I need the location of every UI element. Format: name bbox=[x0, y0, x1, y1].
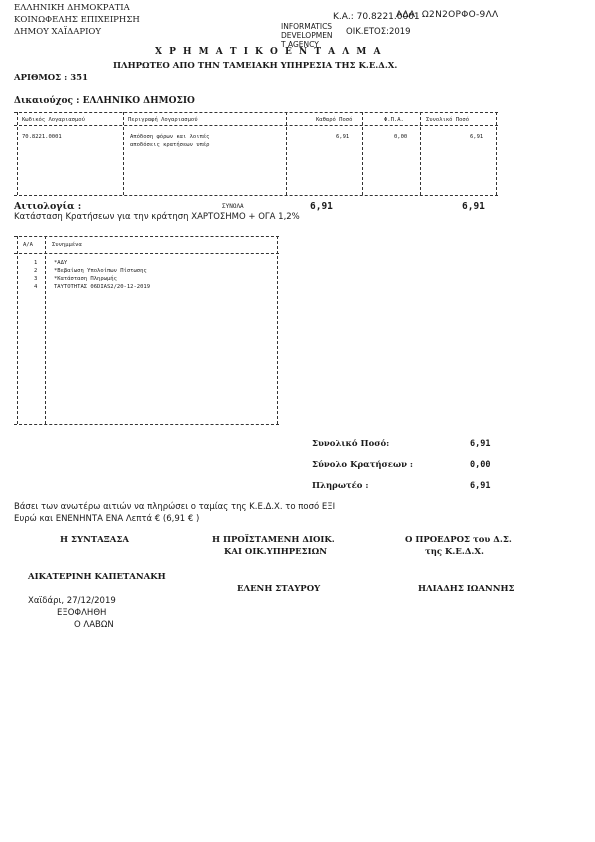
attachment-number: 3 bbox=[34, 276, 38, 282]
receiver-label: Ο ΛΑΒΩΝ bbox=[74, 620, 114, 630]
row-description-2: αποδόσεις κρατήσεων υπέρ bbox=[130, 142, 210, 148]
org-line-2: ΚΟΙΝΩΦΕΛΗΣ ΕΠΙΧΕΙΡΗΣΗ bbox=[14, 15, 140, 25]
attachment-text: *Κατάσταση Πληρωμής bbox=[54, 276, 117, 282]
org-line-3: ΔΗΜΟΥ ΧΑΪΔΑΡΙΟΥ bbox=[14, 27, 102, 37]
row-account-code: 70.8221.0001 bbox=[22, 134, 62, 140]
attachment-number: 2 bbox=[34, 268, 38, 274]
deductions-value: 0,00 bbox=[470, 460, 491, 470]
header-account-description: Περιγραφή Λογαριασμού bbox=[128, 117, 198, 123]
sums-label: ΣΥΝΟΛΑ bbox=[222, 203, 244, 210]
header-vat: Φ.Π.Α. bbox=[384, 117, 404, 123]
grand-total: 6,91 bbox=[462, 201, 485, 212]
total-amount-value: 6,91 bbox=[470, 439, 491, 449]
instruction-line-1: Βάσει των ανωτέρω αιτιών να πληρώσει ο ταμίας της Κ.Ε.Δ.Χ. το ποσό ΕΞΙ bbox=[14, 502, 336, 512]
beneficiary: Δικαιούχος : ΕΛΛΗΝΙΚΟ ΔΗΜΟΣΙΟ bbox=[14, 96, 195, 106]
document-number: ΑΡΙΘΜΟΣ : 351 bbox=[14, 73, 88, 83]
net-total: 6,91 bbox=[310, 201, 333, 212]
row-description-1: Απόδοση φόρων και λοιπές bbox=[130, 134, 210, 140]
deductions-label: Σύνολο Κρατήσεων : bbox=[312, 460, 414, 470]
president-title-2: της Κ.Ε.Δ.Χ. bbox=[425, 547, 484, 557]
row-net-amount: 6,91 bbox=[336, 134, 350, 140]
place-date: Χαϊδάρι, 27/12/2019 bbox=[28, 596, 116, 606]
header-account-code: Κωδικός Λογαριασμού bbox=[22, 117, 85, 123]
total-amount-label: Συνολικό Ποσό: bbox=[312, 439, 390, 449]
reasoning-label: Αιτιολογία : bbox=[14, 201, 82, 212]
header-total-amount: Συνολικό Ποσό bbox=[426, 117, 470, 123]
header-attachment-number: Α/Α bbox=[23, 242, 33, 248]
software-line-2: DEVELOPMEN bbox=[281, 31, 333, 40]
row-total-amount: 6,91 bbox=[470, 134, 484, 140]
payable-value: 6,91 bbox=[470, 481, 491, 491]
ada-code: ΑΔΑ: Ω2Ν2ΟΡΦΟ-9ΛΛ bbox=[396, 10, 499, 20]
composer-name: ΑΙΚΑΤΕΡΙΝΗ ΚΑΠΕΤΑΝΑΚΗ bbox=[28, 572, 166, 582]
president-title-1: Ο ΠΡΟΕΔΡΟΣ του Δ.Σ. bbox=[405, 535, 512, 545]
row-vat: 0,00 bbox=[394, 134, 408, 140]
attachment-text: *Βεβαίωση Υπολοίπων Πίστωσης bbox=[54, 268, 147, 274]
ka-code: Κ.Α.: 70.8221.0001 bbox=[333, 12, 420, 22]
org-line-1: ΕΛΛΗΝΙΚΗ ΔΗΜΟΚΡΑΤΙΑ bbox=[14, 3, 130, 13]
header-attachments: Συνημμένα bbox=[52, 242, 82, 248]
attachment-text: ΤΑΥΤΟΤΗΤΑΣ 06DIAS2/20-12-2019 bbox=[54, 284, 151, 290]
attachment-number: 1 bbox=[34, 260, 38, 266]
payable-line: ΠΛΗΡΩΤΕΟ ΑΠΟ ΤΗΝ ΤΑΜΕΙΑΚΗ ΥΠΗΡΕΣΙΑ ΤΗΣ Κ.Ε.Δ.Χ. bbox=[113, 61, 398, 71]
head-title-2: ΚΑΙ ΟΙΚ.ΥΠΗΡΕΣΙΩΝ bbox=[224, 547, 327, 557]
software-line-1: INFORMATICS bbox=[281, 22, 333, 31]
header-net-amount: Καθαρό Ποσό bbox=[316, 117, 353, 123]
fiscal-year: ΟΙΚ.ΕΤΟΣ:2019 bbox=[346, 27, 411, 37]
payable-label: Πληρωτέο : bbox=[312, 481, 369, 491]
attachment-text: *ΑΔΥ bbox=[54, 260, 68, 266]
attachment-number: 4 bbox=[34, 284, 38, 290]
head-name: ΕΛΕΝΗ ΣΤΑΥΡΟΥ bbox=[237, 584, 321, 594]
president-name: ΗΛΙΑΔΗΣ ΙΩΑΝΝΗΣ bbox=[418, 584, 515, 594]
software-line-3: T AGENCY bbox=[281, 40, 319, 49]
head-title-1: Η ΠΡΟΪΣΤΑΜΕΝΗ ΔΙΟΙΚ. bbox=[212, 535, 335, 545]
paid-label: ΕΞΟΦΛΗΘΗ bbox=[57, 608, 107, 618]
document-title: Χ Ρ Η Μ Α Τ Ι Κ Ο Ε Ν Τ Α Λ Μ Α bbox=[155, 47, 383, 57]
deduction-status-line: Κατάσταση Κρατήσεων για την κράτηση ΧΑΡΤΟΣΗΜΟ + ΟΓΑ 1,2% bbox=[14, 212, 300, 222]
composer-title: Η ΣΥΝΤΑΞΑΣΑ bbox=[60, 535, 129, 545]
instruction-line-2: Ευρώ και ΕΝΕΝΗΝΤΑ ΕΝΑ Λεπτά € (6,91 € ) bbox=[14, 514, 200, 524]
